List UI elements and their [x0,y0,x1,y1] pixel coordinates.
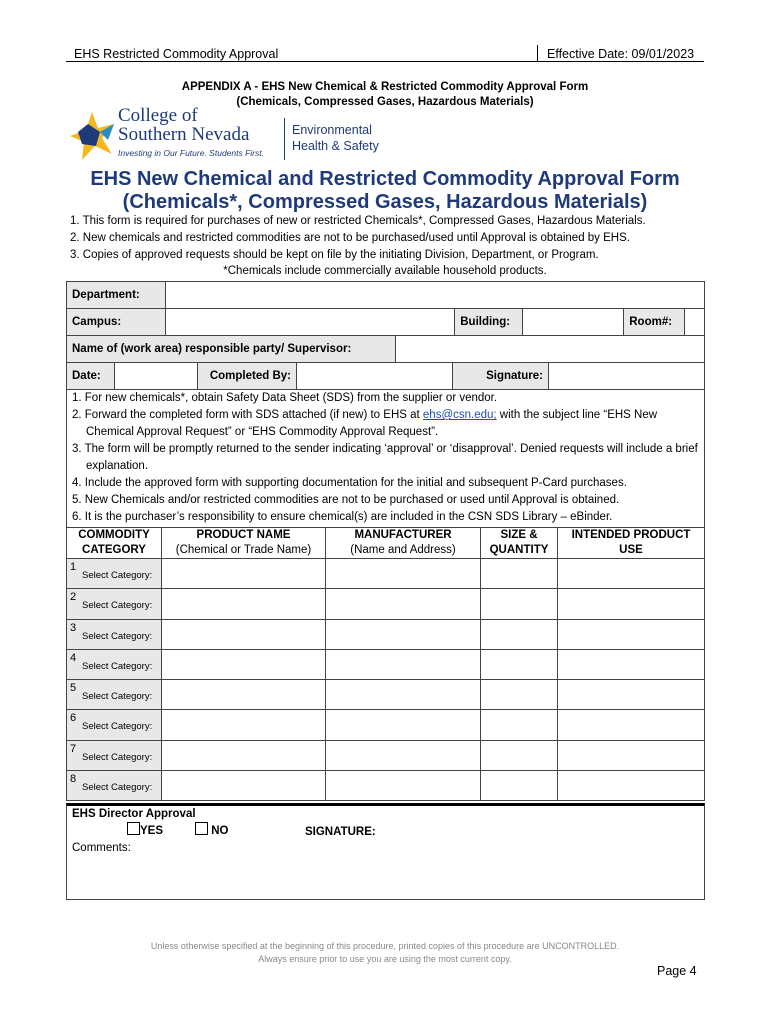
row-number: 2 [70,591,77,604]
footer-uncontrolled-notice: Unless otherwise specified at the beginning of this procedure, printed copies of this procedure are UNCONTROLLED. [150,941,620,951]
form-title: EHS New Chemical and Restricted Commodity Approval Form [90,168,680,190]
intended-use-field[interactable] [558,559,705,589]
item-row [67,740,705,770]
select-category-label: Select Category: [82,782,153,794]
campus-field[interactable] [166,309,455,336]
manufacturer-field[interactable] [326,649,481,679]
col-product-name: PRODUCT NAME (Chemical or Trade Name) [162,528,326,559]
header-left-title: EHS Restricted Commodity Approval [74,47,279,61]
header-divider [537,45,538,61]
approval-yes-option[interactable]: YES [127,822,163,837]
category-select[interactable] [67,559,162,589]
dept-name-line1: Environmental [292,123,372,137]
college-tagline: Investing in Our Future. Students First. [118,148,264,158]
manufacturer-field[interactable] [326,740,481,770]
room-label: Room#: [624,309,685,336]
select-category-label: Select Category: [82,691,153,703]
room-field[interactable] [685,309,705,336]
size-quantity-field[interactable] [481,680,558,710]
manufacturer-field[interactable] [326,680,481,710]
size-quantity-field[interactable] [481,710,558,740]
manufacturer-field[interactable] [326,619,481,649]
approval-no-option[interactable]: NO [195,822,228,837]
ehs-approval-section [66,803,705,900]
department-label: Department: [67,282,166,309]
product-name-field[interactable] [162,680,326,710]
dept-name-line2: Health & Safety [292,139,379,153]
instruction-2-rest: with the subject line “EHS New Chemical Approval Request” or “EHS Commodity Approval Request”. [86,409,658,438]
college-name-line2: Southern Nevada [118,124,250,145]
select-category-label: Select Category: [82,721,153,733]
footer-current-copy-notice: Always ensure prior to use you are using the most current copy. [258,954,512,964]
product-name-field[interactable] [162,589,326,619]
building-label: Building: [455,309,523,336]
yes-checkbox[interactable] [127,822,140,835]
page-number: Page 4 [657,964,697,978]
select-category-label: Select Category: [82,751,153,763]
completed-by-field[interactable] [297,363,453,390]
chemicals-note: *Chemicals include commercially available household products. [223,265,547,277]
item-row [67,680,705,710]
manufacturer-field[interactable] [326,589,481,619]
select-category-label: Select Category: [82,570,153,581]
row-number: 1 [70,561,77,573]
row-number: 4 [70,651,77,664]
item-row [67,649,705,679]
approval-signature-label: SIGNATURE: [305,826,376,838]
form-subtitle: (Chemicals*, Compressed Gases, Hazardous Materials) [122,191,648,213]
instruction-5: 5. New Chemicals and/or restricted commodities are not to be purchased or used until Approval is obtained. [72,494,620,506]
category-select[interactable] [67,680,162,710]
responsible-party-field[interactable] [396,336,705,363]
approval-title: EHS Director Approval [72,808,196,820]
instruction-4: 4. Include the approved form with supporting documentation for the initial and subsequent P-Card purchases. [72,477,627,489]
instruction-2-text: 2. Forward the completed form with SDS attached (if new) to EHS at [72,409,423,421]
campus-label: Campus: [67,309,166,336]
product-name-field[interactable] [162,740,326,770]
category-select[interactable] [67,710,162,740]
no-checkbox[interactable] [195,822,208,835]
select-category-label: Select Category: [82,600,153,612]
category-select[interactable] [67,589,162,619]
size-quantity-field[interactable] [481,771,558,801]
instruction-1: 1. For new chemicals*, obtain Safety Data Sheet (SDS) from the supplier or vendor. [72,392,498,404]
size-quantity-field[interactable] [481,619,558,649]
intended-use-field[interactable] [558,771,705,801]
instruction-6: 6. It is the purchaser’s responsibility to ensure chemical(s) are included in the CSN SDS Library – eBinder. [72,511,613,523]
header-rule [66,61,704,62]
col-manufacturer: MANUFACTURER (Name and Address) [326,528,481,559]
building-field[interactable] [523,309,624,336]
commodity-items-table [66,527,705,801]
instructions-block [66,389,705,527]
category-select[interactable] [67,649,162,679]
intro-item-3: 3. Copies of approved requests should be kept on file by the initiating Division, Department, or Program. [70,249,599,261]
item-row [67,771,705,801]
comments-field[interactable] [72,856,697,896]
product-name-field[interactable] [162,771,326,801]
manufacturer-field[interactable] [326,559,481,589]
product-name-field[interactable] [162,649,326,679]
ehs-email-link[interactable]: ehs@csn.edu; [422,409,497,421]
date-label: Date: [67,363,115,390]
intended-use-field[interactable] [558,710,705,740]
college-name-line1: College of [118,105,198,126]
signature-label: Signature: [453,363,549,390]
intro-item-2: 2. New chemicals and restricted commodities are not to be purchased/used until Approval is obtained by EHS. [70,232,630,244]
col-size-quantity: SIZE & QUANTITY [481,528,558,559]
item-row [67,589,705,619]
intended-use-field[interactable] [558,740,705,770]
date-signature-table [66,362,705,390]
date-field[interactable] [115,363,198,390]
responsible-party-table [66,335,705,363]
item-row [67,619,705,649]
product-name-field[interactable] [162,710,326,740]
row-number: 8 [70,773,77,786]
intended-use-field[interactable] [558,619,705,649]
col-intended-use: INTENDED PRODUCT USE [558,528,705,559]
category-select[interactable] [67,771,162,801]
row-number: 5 [70,682,77,695]
comments-label: Comments: [72,842,131,854]
row-number: 7 [70,742,77,755]
col-commodity-category: COMMODITY CATEGORY [67,528,162,559]
intended-use-field[interactable] [558,589,705,619]
header-effective-date: Effective Date: 09/01/2023 [547,47,695,61]
department-field[interactable] [166,282,705,309]
product-name-field[interactable] [162,559,326,589]
item-row [67,559,705,589]
item-row [67,710,705,740]
product-name-field[interactable] [162,619,326,649]
request-info-table [66,281,705,336]
instruction-2 [72,407,699,441]
category-select[interactable] [67,740,162,770]
row-number: 6 [70,712,77,725]
appendix-subtitle: (Chemicals, Compressed Gases, Hazardous Materials) [236,96,534,108]
manufacturer-field[interactable] [326,771,481,801]
appendix-title: APPENDIX A - EHS New Chemical & Restricted Commodity Approval Form [181,81,589,93]
select-category-label: Select Category: [82,630,153,642]
manufacturer-field[interactable] [326,710,481,740]
size-quantity-field[interactable] [481,740,558,770]
csn-ehs-logo [70,105,400,166]
size-quantity-field[interactable] [481,649,558,679]
intended-use-field[interactable] [558,680,705,710]
select-category-label: Select Category: [82,660,153,672]
row-number: 3 [70,621,77,634]
size-quantity-field[interactable] [481,559,558,589]
instruction-3: 3. The form will be promptly returned to the sender indicating ‘approval’ or ‘disapproval’. Denied requests will include a brief explanation. [72,443,698,472]
completed-by-label: Completed By: [198,363,297,390]
responsible-party-label: Name of (work area) responsible party/ Supervisor: [67,336,396,363]
intended-use-field[interactable] [558,649,705,679]
size-quantity-field[interactable] [481,589,558,619]
signature-field[interactable] [549,363,705,390]
intro-item-1: 1. This form is required for purchases of new or restricted Chemicals*, Compressed Gases, Hazardous Materials. [70,215,646,227]
logo-divider [284,118,285,160]
category-select[interactable] [67,619,162,649]
